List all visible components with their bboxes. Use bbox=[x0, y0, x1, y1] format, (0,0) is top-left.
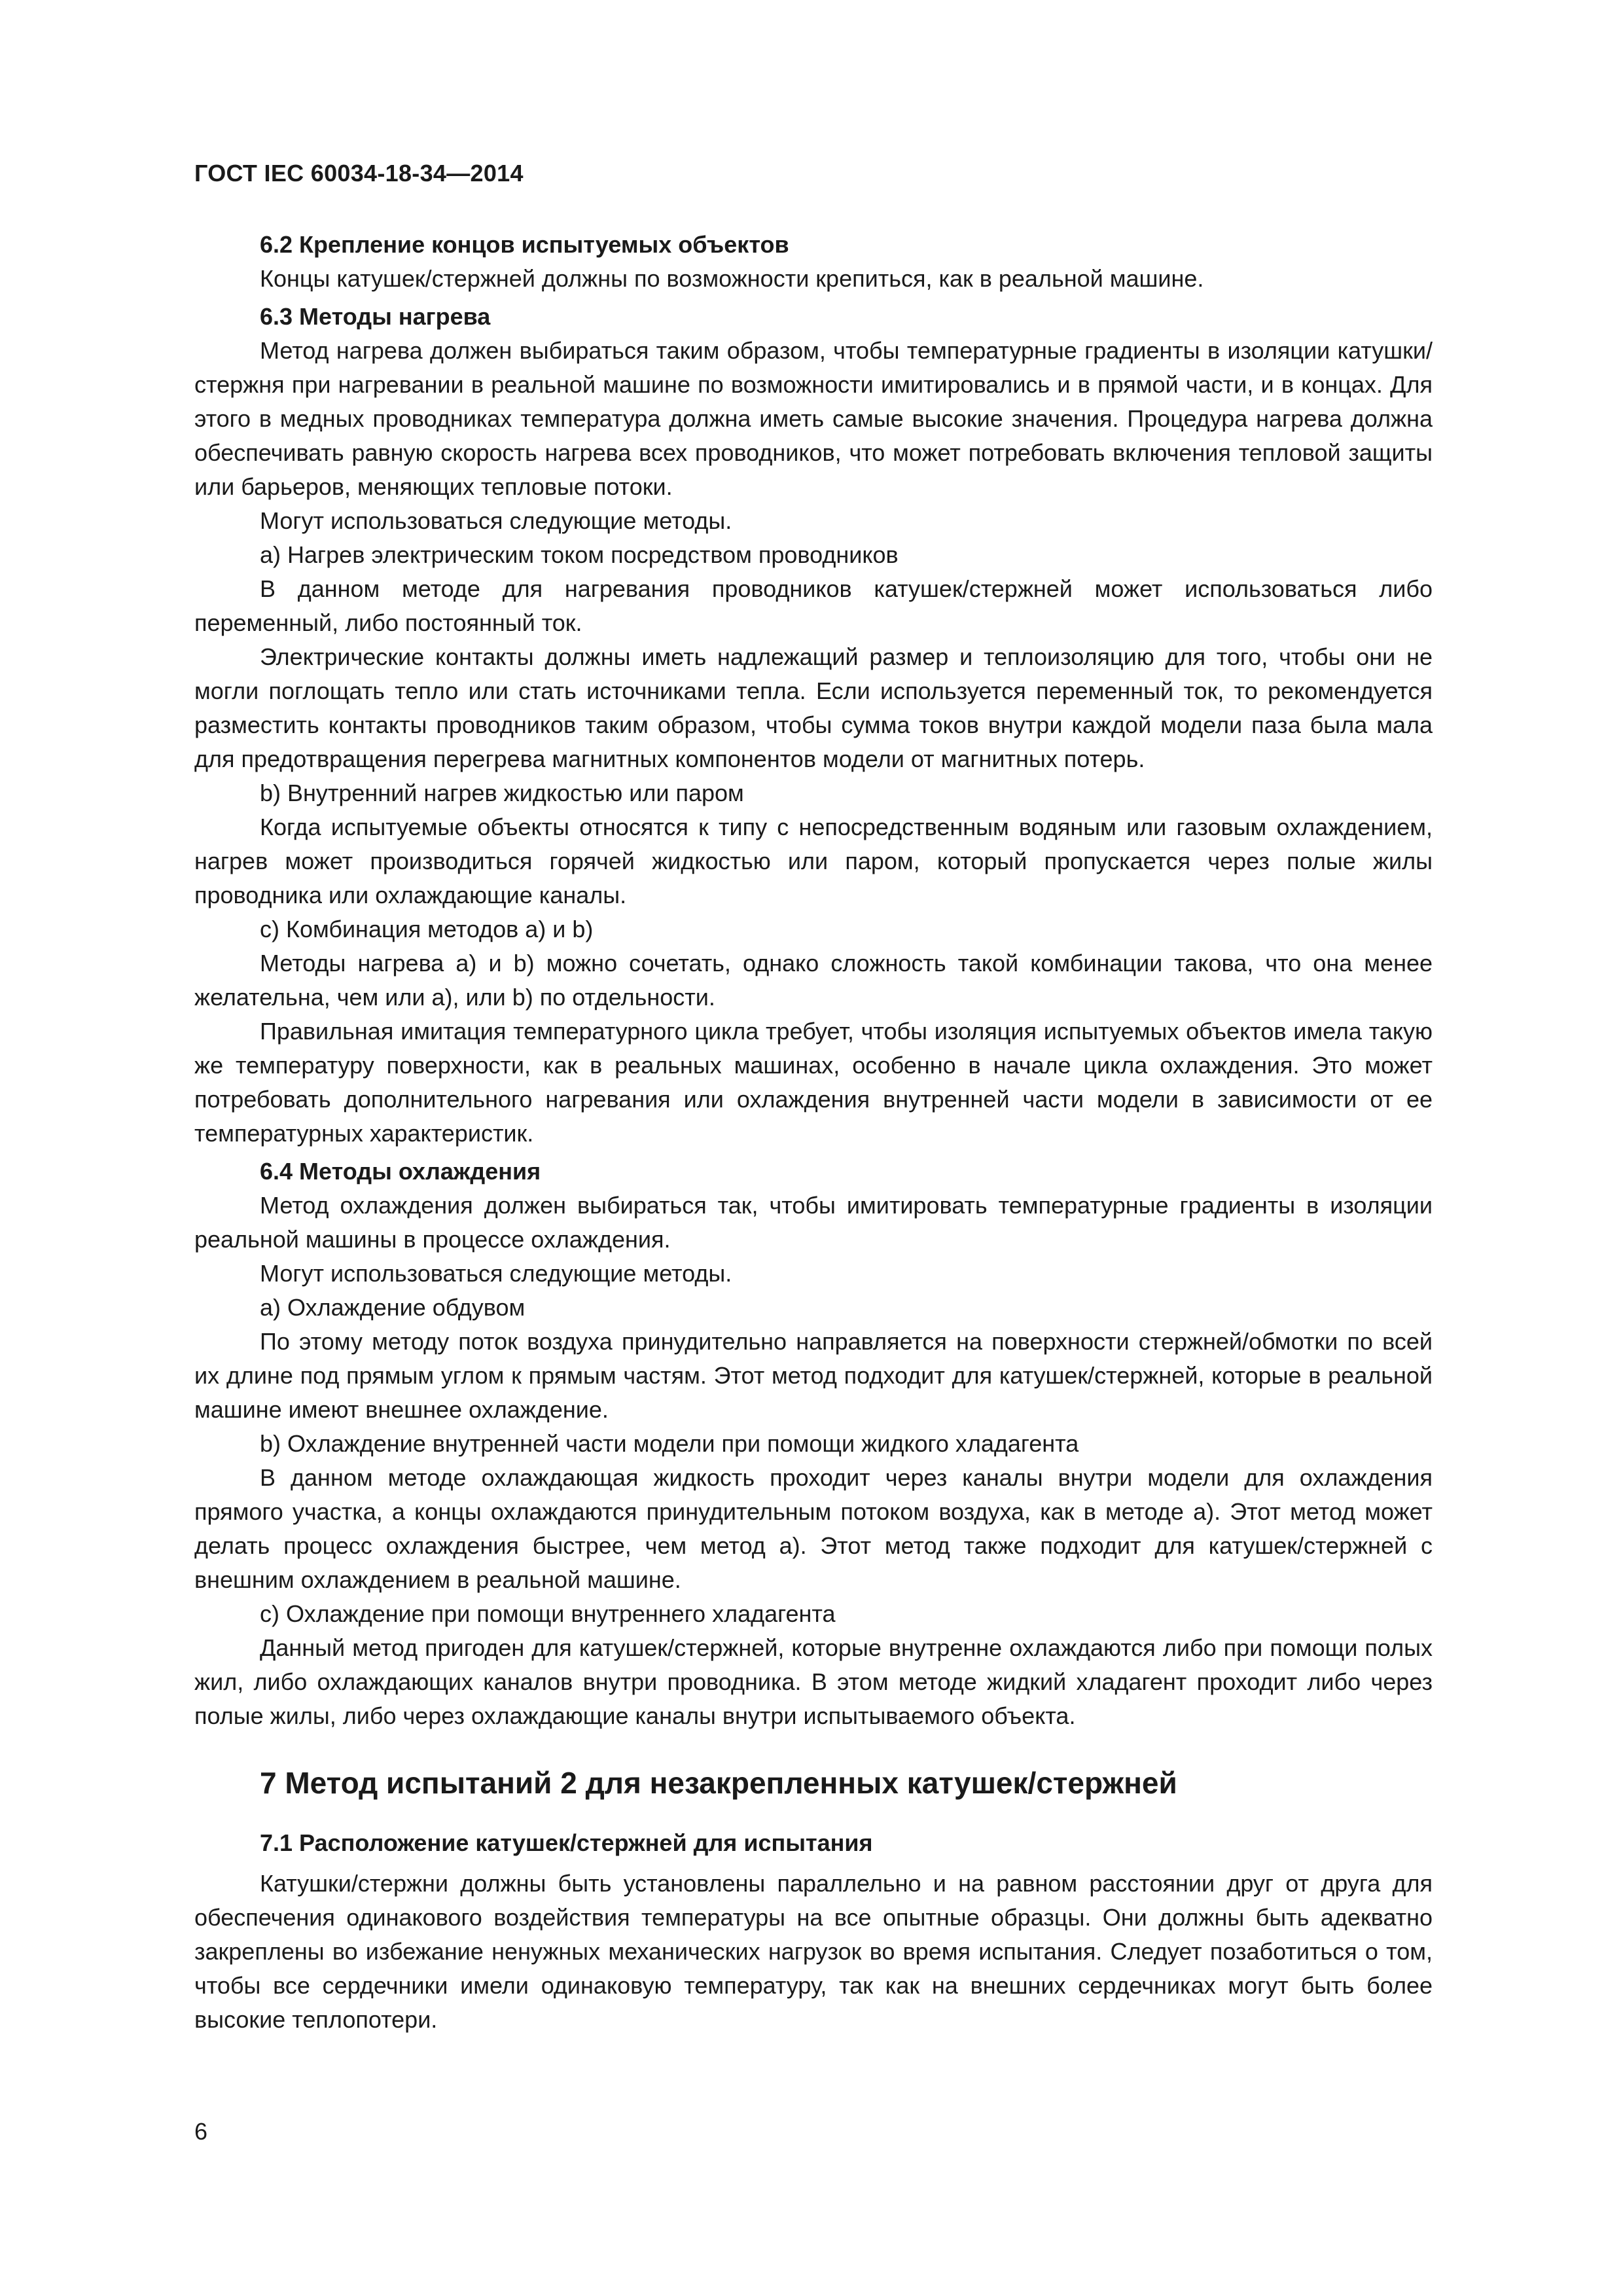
list-item: с) Комбинация методов а) и b) bbox=[260, 916, 594, 942]
list-item: с) Охлаждение при помощи внутреннего хладагента bbox=[260, 1600, 836, 1627]
paragraph: Могут использоваться следующие методы. bbox=[260, 1260, 732, 1287]
paragraph: Катушки/стержни должны быть установлены параллельно и на равном расстоянии друг от друга для обеспечения одинакового воздействия температуры на все опытные образцы. Они должны быть адекватно закреплены во избежание ненужных механических нагрузок во время испытания. Следует позаботиться о том, чтобы все сердечники имели одинаковую температуру, так как на внешних сердечниках могут быть более высокие теплопотери. bbox=[194, 1870, 1433, 2033]
heading-6-3: 6.3 Методы нагрева bbox=[260, 303, 491, 330]
paragraph: Когда испытуемые объекты относятся к типу с непосредственным водяным или газовым охлаждением, нагрев может производиться горячей жидкостью или паром, который пропускается через полые жилы проводника или охлаждающие каналы. bbox=[194, 814, 1433, 908]
paragraph: Правильная имитация температурного цикла требует, чтобы изоляция испытуемых объектов имела такую же температуру поверхности, как в реальных машинах, особенно в начале цикла охлаждения. Это может потребовать дополнительного нагревания или охлаждения внутренней части модели в зависимости от ее температурных характеристик. bbox=[194, 1018, 1433, 1147]
paragraph: Могут использоваться следующие методы. bbox=[260, 507, 732, 534]
document-body bbox=[194, 228, 1433, 2037]
paragraph: Электрические контакты должны иметь надлежащий размер и теплоизоляцию для того, чтобы они не могли поглощать тепло или стать источниками тепла. Если используется переменный ток, то рекомендуется разместить контакты проводников таким образом, чтобы сумма токов внутри каждой модели паза была мала для предотвращения перегрева магнитных компонентов модели от магнитных потерь. bbox=[194, 643, 1433, 772]
heading-6-2: 6.2 Крепление концов испытуемых объектов bbox=[260, 231, 789, 258]
page-number: 6 bbox=[194, 2118, 208, 2145]
heading-7-1: 7.1 Расположение катушек/стержней для испытания bbox=[260, 1829, 873, 1856]
paragraph: В данном методе для нагревания проводников катушек/стержней может использоваться либо переменный, либо постоянный ток. bbox=[194, 575, 1433, 636]
heading-6-4: 6.4 Методы охлаждения bbox=[260, 1158, 541, 1185]
paragraph: В данном методе охлаждающая жидкость проходит через каналы внутри модели для охлаждения прямого участка, а концы охлаждаются принудительным потоком воздуха, как в методе а). Этот метод может делать процесс охлаждения быстрее, чем метод а). Этот метод также подходит для катушек/стержней с внешним охлаждением в реальной машине. bbox=[194, 1464, 1433, 1593]
document-code: ГОСТ IEC 60034-18-34—2014 bbox=[194, 160, 524, 187]
list-item: b) Охлаждение внутренней части модели при помощи жидкого хладагента bbox=[260, 1430, 1079, 1457]
paragraph: Метод охлаждения должен выбираться так, чтобы имитировать температурные градиенты в изоляции реальной машины в процессе охлаждения. bbox=[194, 1192, 1433, 1253]
list-item: а) Охлаждение обдувом bbox=[260, 1294, 526, 1321]
paragraph: По этому методу поток воздуха принудительно направляется на поверхности стержней/обмотки по всей их длине под прямым углом к прямым частям. Этот метод подходит для катушек/стержней, которые в реальной машине имеют внешнее охлаждение. bbox=[194, 1328, 1433, 1423]
paragraph: Данный метод пригоден для катушек/стержней, которые внутренне охлаждаются либо при помощи полых жил, либо охлаждающих каналов внутри проводника. В этом методе жидкий хладагент проходит либо через полые жилы, либо через охлаждающие каналы внутри испытываемого объекта. bbox=[194, 1634, 1433, 1729]
list-item: b) Внутренний нагрев жидкостью или паром bbox=[260, 780, 744, 806]
paragraph: Методы нагрева а) и b) можно сочетать, однако сложность такой комбинации такова, что она менее желательна, чем или а), или b) по отдельности. bbox=[194, 950, 1433, 1011]
paragraph: Концы катушек/стержней должны по возможности крепиться, как в реальной машине. bbox=[260, 265, 1204, 292]
list-item: а) Нагрев электрическим током посредством проводников bbox=[260, 541, 899, 568]
paragraph: Метод нагрева должен выбираться таким образом, чтобы температурные градиенты в изоляции катушки/стержня при нагревании в реальной машине по возможности имитировались и в прямой части, и в концах. Для этого в медных проводниках температура должна иметь самые высокие значения. Процедура нагрева должна обеспечивать равную скорость нагрева всех проводников, что может потребовать включения тепловой защиты или барьеров, меняющих тепловые потоки. bbox=[194, 337, 1433, 500]
heading-7: 7 Метод испытаний 2 для незакрепленных катушек/стержней bbox=[260, 1766, 1177, 1800]
